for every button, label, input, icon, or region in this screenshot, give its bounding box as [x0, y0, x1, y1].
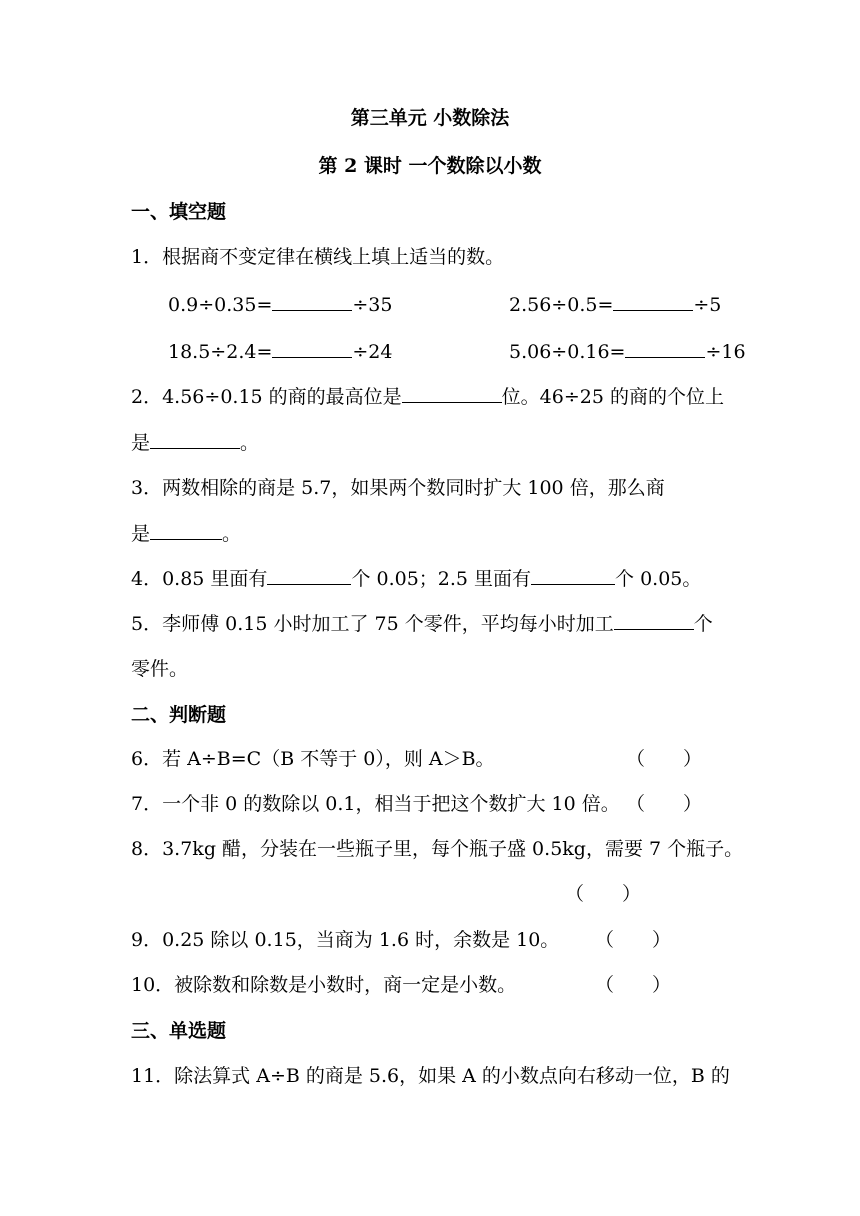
- question-5-text: 5．李师傅 0.15 小时加工了 75 个零件，平均每小时加工: [131, 613, 614, 635]
- question-8: 8．3.7kg 醋，分装在一些瓶子里，每个瓶子盛 0.5kg，需要 7 个瓶子。: [131, 838, 744, 860]
- answer-parentheses[interactable]: （ ）: [595, 929, 672, 951]
- question-2-line2: [131, 430, 259, 455]
- answer-parentheses[interactable]: （ ）: [595, 974, 672, 996]
- question-4-text: 4．0.85 里面有: [131, 568, 268, 590]
- question-1: 1．根据商不变定律在横线上填上适当的数。: [131, 246, 505, 268]
- answer-blank[interactable]: [614, 611, 694, 630]
- page-subtitle: 第 2 课时 一个数除以小数: [318, 155, 542, 177]
- answer-blank[interactable]: [150, 430, 240, 449]
- question-9: 9．0.25 除以 0.15，当商为 1.6 时，余数是 10。: [131, 929, 560, 951]
- answer-blank[interactable]: [272, 292, 352, 311]
- question-2-text: 2．4.56÷0.15 的商的最高位是: [131, 386, 402, 408]
- answer-parentheses[interactable]: （ ）: [565, 883, 642, 905]
- answer-blank[interactable]: [402, 384, 502, 403]
- section-fill-heading: 一、填空题: [131, 201, 227, 223]
- question-1d: [509, 339, 746, 364]
- answer-blank[interactable]: [267, 566, 351, 585]
- section-choice-heading: 三、单选题: [131, 1020, 227, 1042]
- question-4-text: 个 0.05。: [615, 568, 702, 590]
- question-5-line2: 零件。: [131, 658, 189, 680]
- question-1b-left: 2.56÷0.5=: [509, 294, 614, 316]
- question-3-text: 。: [222, 523, 242, 545]
- question-4-text: 个 0.05；2.5 里面有: [351, 568, 532, 590]
- question-1a-left: 0.9÷0.35=: [168, 294, 273, 316]
- question-7: 7．一个非 0 的数除以 0.1，相当于把这个数扩大 10 倍。: [131, 793, 620, 815]
- question-1b: [509, 292, 721, 317]
- answer-blank[interactable]: [625, 339, 705, 358]
- question-5-line1: [131, 611, 713, 636]
- question-1c-left: 18.5÷2.4=: [168, 341, 273, 363]
- question-3-line2: [131, 521, 241, 546]
- answer-blank[interactable]: [150, 521, 222, 540]
- question-1d-right: ÷16: [705, 341, 746, 363]
- answer-blank[interactable]: [531, 566, 615, 585]
- question-1b-right: ÷5: [693, 294, 722, 316]
- question-1c-right: ÷24: [352, 341, 393, 363]
- question-2-text: 位。46÷25 的商的个位上: [501, 386, 724, 408]
- question-2-line1: [131, 384, 724, 409]
- question-3-text: 是: [131, 523, 151, 545]
- answer-parentheses[interactable]: （ ）: [626, 793, 703, 815]
- answer-parentheses[interactable]: （ ）: [626, 748, 703, 770]
- question-5-text: 个: [693, 613, 713, 635]
- question-1c: [168, 339, 392, 364]
- question-1a-right: ÷35: [352, 294, 393, 316]
- section-judge-heading: 二、判断题: [131, 704, 227, 726]
- question-10: 10．被除数和除数是小数时，商一定是小数。: [131, 974, 517, 996]
- answer-blank[interactable]: [613, 292, 693, 311]
- question-2-text: 是: [131, 432, 151, 454]
- question-4: [131, 566, 701, 591]
- question-11: 11．除法算式 A÷B 的商是 5.6，如果 A 的小数点向右移动一位，B 的: [131, 1065, 730, 1087]
- question-1d-left: 5.06÷0.16=: [509, 341, 626, 363]
- question-2-text: 。: [240, 432, 260, 454]
- question-3-line1: 3．两数相除的商是 5.7，如果两个数同时扩大 100 倍，那么商: [131, 477, 665, 499]
- question-1a: [168, 292, 392, 317]
- question-6: 6．若 A÷B=C（B 不等于 0），则 A＞B。: [131, 748, 495, 770]
- answer-blank[interactable]: [272, 339, 352, 358]
- page-title: 第三单元 小数除法: [350, 107, 510, 129]
